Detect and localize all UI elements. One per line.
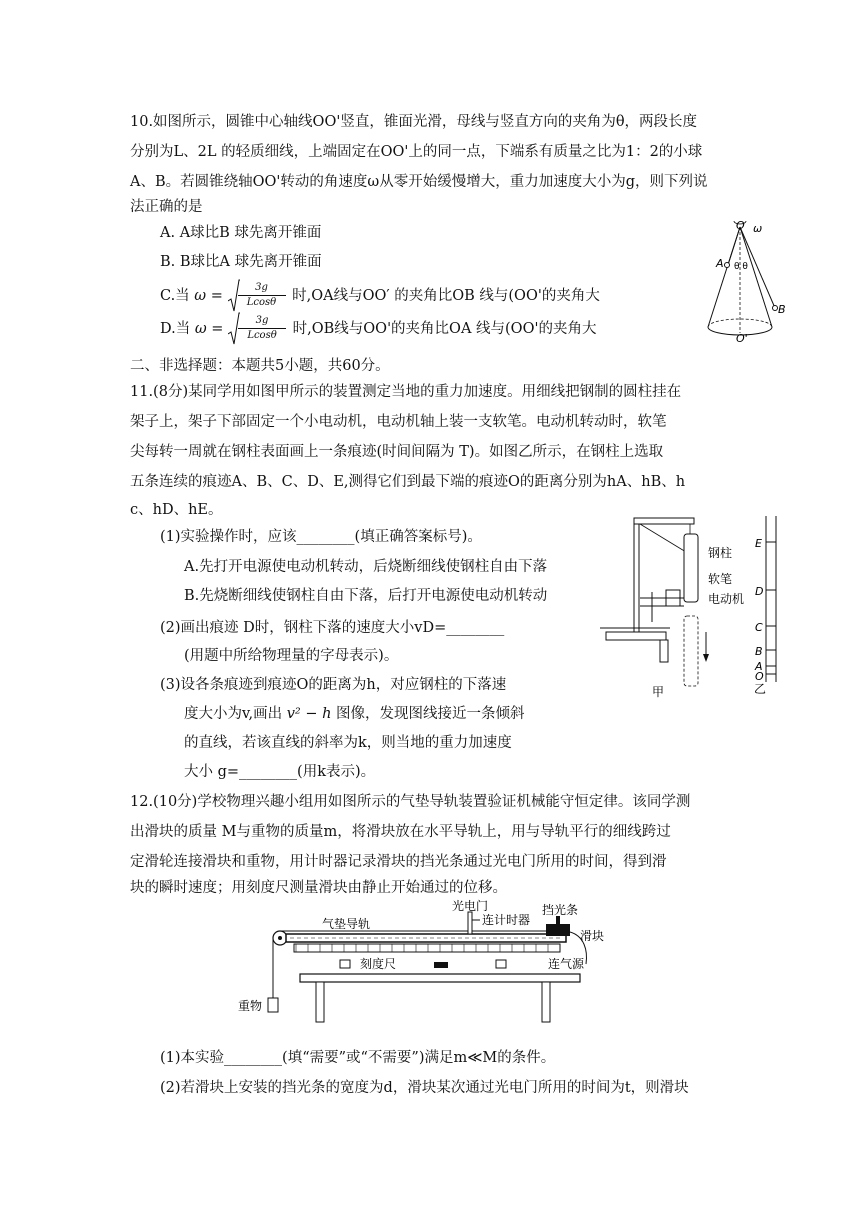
q12-stem-line-3: 定滑轮连接滑块和重物，用计时器记录滑块的挡光条通过光电门所用的时间，得到滑 [130, 854, 667, 870]
q10-stem-line-1: 10.如图所示，圆锥中心轴线OO'竖直，锥面光滑，母线与竖直方向的夹角为θ，两段长度 [130, 114, 698, 130]
q10-option-d-suffix: 时,OB线与OO'的夹角比OA 线与(OO'的夹角大 [292, 321, 597, 337]
q10-option-d-prefix: D.当 [160, 321, 191, 337]
q10-option-c-prefix: C.当 [160, 288, 190, 304]
q11-stem-line-4: 五条连续的痕迹A、B、C、D、E,测得它们到最下端的痕迹O的距离分别为hA、hB、h [130, 474, 686, 490]
q12-stem-line-1: 12.(10分)学校物理兴趣小组用如图所示的气垫导轨装置验证机械能守恒定律。该同学测 [130, 794, 691, 810]
q10-option-d-omega: ω = [194, 321, 224, 337]
label-timer: 连计时器 [482, 913, 531, 927]
q10-stem-line-3: A、B。若圆锥绕轴OO'转动的角速度ω从零开始缓慢增大，重力加速度大小为g，则下列说 [130, 174, 708, 190]
tape-mark-a: A [755, 660, 763, 673]
q10-option-d-sqrt [228, 312, 288, 346]
label-motor: 电动机 [708, 592, 745, 606]
q11-part-3-line-3: 的直线，若该直线的斜率为k，则当地的重力加速度 [184, 735, 512, 751]
q11-part-1-option-a: A.先打开电源使电动机转动，后烧断细线使钢柱自由下落 [184, 559, 548, 575]
q11-stem-line-1: 11.(8分)某同学用如图甲所示的装置测定当地的重力加速度。用细线把钢制的圆柱挂在 [130, 384, 682, 400]
q11-stem-line-3: 尖每转一周就在钢柱表面画上一条痕迹(时间间隔为 T)。如图乙所示，在钢柱上选取 [130, 444, 664, 460]
q11-part-1: (1)实验操作时，应该________(填正确答案标号)。 [160, 529, 482, 545]
label-figure-yi: 乙 [754, 682, 767, 696]
section-2-heading: 二、非选择题：本题共5小题，共60分。 [130, 358, 390, 374]
cone-label-a: A [716, 257, 724, 270]
cone-label-o-prime: O' [736, 332, 748, 345]
q10-option-a: A. A球比B 球先离开锥面 [160, 225, 322, 241]
q11-part-1-option-b: B.先烧断细线使钢柱自由下落，后打开电源使电动机转动 [184, 588, 548, 604]
label-steel-cylinder: 钢柱 [708, 546, 733, 560]
cone-label-b: B [778, 303, 786, 316]
q11-part-3-line-4: 大小 g=________(用k表示)。 [184, 764, 376, 780]
label-air-track: 气垫导轨 [322, 917, 371, 931]
tape-mark-c: C [755, 621, 763, 634]
q10-option-c [160, 278, 600, 314]
label-weight: 重物 [238, 999, 263, 1013]
cone-label-o: O [736, 219, 745, 232]
label-ruler: 刻度尺 [360, 957, 397, 971]
q10-option-d [160, 311, 596, 347]
q11-part-3-suffix: 图像，发现图线接近一条倾斜 [336, 706, 525, 722]
q10-option-c-numerator: 3g [255, 282, 268, 293]
tape-mark-d: D [755, 585, 764, 598]
q11-stem-line-2: 架子上，架子下部固定一个小电动机，电动机轴上装一支软笔。电动机转动时，软笔 [130, 414, 667, 430]
label-slider: 滑块 [580, 929, 605, 943]
q10-option-d-denominator: Lcosθ [238, 328, 286, 343]
q11-part-2-note: (用题中所给物理量的字母表示)。 [184, 648, 399, 664]
free-fall-apparatus-figure [600, 512, 800, 698]
label-light-strip: 挡光条 [542, 903, 579, 917]
q11-stem-line-5: c、hD、hE。 [130, 502, 223, 518]
q12-stem-line-4: 块的瞬时速度；用刻度尺测量滑块由静止开始通过的位移。 [130, 880, 507, 896]
q10-option-c-sqrt [228, 279, 288, 313]
q10-option-d-numerator: 3g [255, 315, 269, 326]
q10-option-c-suffix: 时,OA线与OO′ 的夹角比OB 线与(OO'的夹角大 [292, 288, 600, 304]
q10-option-c-omega: ω = [194, 288, 223, 304]
q10-stem-line-4: 法正确的是 [130, 199, 203, 215]
label-photogate: 光电门 [452, 899, 489, 913]
q11-part-3-line-1: (3)设各条痕迹到痕迹O的距离为h，对应钢柱的下落速 [160, 677, 507, 693]
q10-option-c-denominator: Lcosθ [238, 295, 286, 310]
q12-part-2: (2)若滑块上安装的挡光条的宽度为d，滑块某次通过光电门所用的时间为t，则滑块 [160, 1080, 689, 1096]
cone-label-theta: θ θ [734, 262, 748, 272]
tape-mark-b: B [755, 645, 763, 658]
tape-mark-o: O [755, 670, 764, 683]
tape-mark-e: E [755, 537, 762, 550]
air-track-figure [236, 898, 616, 1030]
cone-label-omega: ω [753, 222, 763, 235]
label-soft-pen: 软笔 [708, 572, 733, 586]
q10-option-b: B. B球比A 球先离开锥面 [160, 254, 322, 270]
q10-stem-line-2: 分别为L、2L 的轻质细线，上端固定在OO'上的同一点，下端系有质量之比为1：2的小球 [130, 144, 703, 160]
label-figure-jia: 甲 [652, 685, 665, 698]
q11-part-3-prefix: 度大小为v,画出 [184, 706, 283, 722]
q12-stem-line-2: 出滑块的质量 M与重物的质量m，将滑块放在水平导轨上，用与导轨平行的细线跨过 [130, 824, 671, 840]
label-air-source: 连气源 [548, 957, 585, 971]
q11-part-3-math: v² − h [286, 706, 332, 722]
cone-figure [700, 215, 800, 345]
q12-part-1: (1)本实验________(填“需要”或“不需要”)满足m≪M的条件。 [160, 1050, 556, 1066]
q11-part-3-line-2 [184, 704, 525, 724]
q11-part-2: (2)画出痕迹 D时，钢柱下落的速度大小vD=________ [160, 620, 505, 636]
